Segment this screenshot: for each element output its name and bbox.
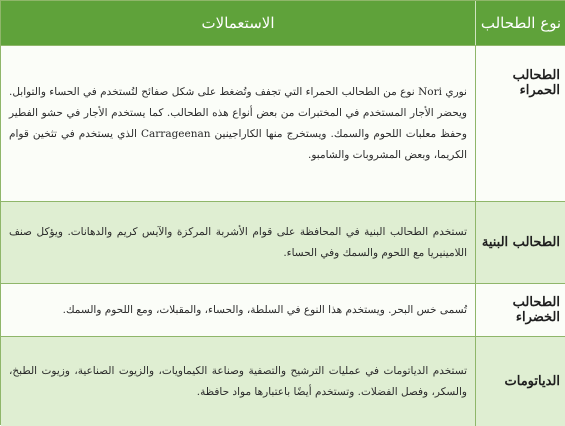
- table-row: [1, 46, 565, 202]
- table-header: [1, 1, 565, 46]
- table-row: [1, 202, 565, 284]
- header-type: نوع الطحالب: [475, 1, 565, 45]
- algae-type: الطحالب الخضراء: [475, 284, 565, 336]
- algae-type: الطحالب البنية: [475, 202, 565, 283]
- algae-type: الدياتومات: [475, 337, 565, 426]
- table-row: [1, 337, 565, 426]
- algae-uses: تستخدم الطحالب البنية في المحافظة على قوام الأشربة المركزة والآيس كريم والدهانات. ويؤكل صنف اللامينيريا مع اللحوم والسمك وفي الحساء.: [9, 225, 467, 259]
- algae-uses: نوري Nori نوع من الطحالب الحمراء التي تجفف وتُضغط على شكل صفائح لتُستخدم في الحساء والتوابل. ويحضر الأجار المستخدم في المختبرات من بعض أنواع هذه الطحالب. كما يستخدم الأجار في حشو الفطير وحفظ معلبات اللحوم والسمك. ويستخرج منها الكاراجينين Carrageenan الذي يستخدم في تثخين قوام الكريما، وبعض المشروبات والشامبو.: [9, 85, 467, 161]
- header-uses: الاستعمالات: [201, 13, 275, 32]
- algae-uses: تُسمى خس البحر. ويستخدم هذا النوع في السلطة، والحساء، والمقبلات، ومع اللحوم والسمك.: [62, 303, 467, 316]
- algae-type: الطحالب الحمراء: [475, 46, 565, 201]
- table-row: [1, 284, 565, 337]
- algae-uses: تستخدم الدياتومات في عمليات الترشيح والتصفية وصناعة الكيماويات، والزيوت الصناعية، وزيوت الطبخ، والسكر، وفصل الفضلات. وتستخدم أيضًا باعتبارها مواد حافظة.: [9, 364, 467, 398]
